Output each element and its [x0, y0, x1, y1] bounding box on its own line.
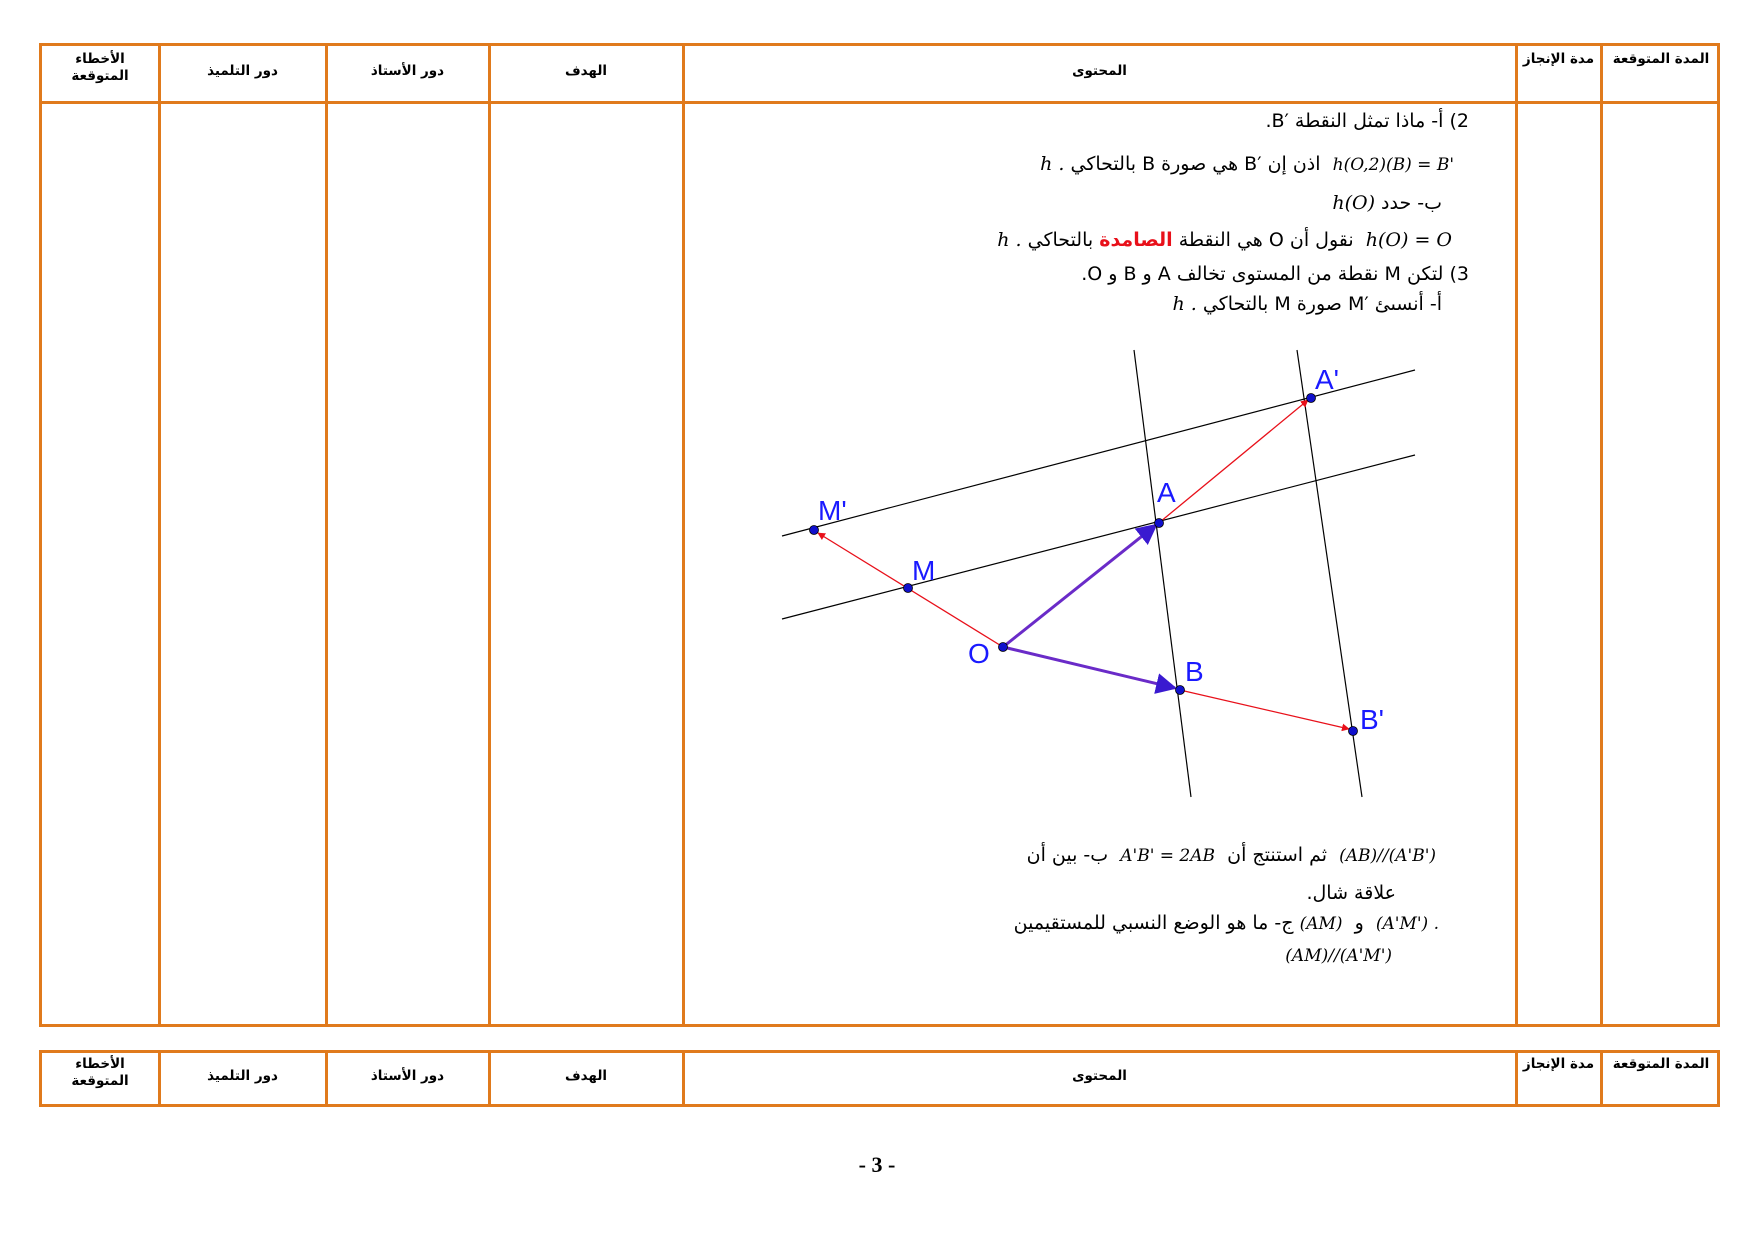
point-o [999, 643, 1008, 652]
content-line-10 [1285, 943, 1392, 968]
content-line-7-text-b: ثم استنتج أن [1227, 844, 1328, 866]
math-a-prime-b-prime: A'B' = 2AB [1120, 846, 1216, 866]
header-goal: الهدف [564, 63, 608, 79]
point-a [1155, 519, 1164, 528]
line-through-m-a [782, 455, 1415, 619]
homothety-figure [775, 345, 1385, 805]
header-expected-errors: الأخطاء المتوقعة [71, 1056, 129, 1089]
vector-o-to-b [1003, 647, 1175, 688]
content-line-6-text: أ- أنسىئ ′M صورة M بالتحاكي [1202, 293, 1442, 315]
math-h-o-equals-o: h(O) = O [1365, 229, 1452, 251]
column-divider [682, 43, 685, 1027]
point-b [1176, 686, 1185, 695]
content-line-4 [997, 228, 1452, 252]
content-line-9-text: ج- ما هو الوضع النسبي للمستقيمين [1013, 912, 1294, 934]
vector-a-to-a-prime [1160, 400, 1308, 522]
content-line-9-and: و [1354, 912, 1364, 934]
math-h: h . [1172, 293, 1197, 315]
math-h: h . [997, 229, 1022, 251]
header-separator [39, 101, 1720, 104]
label-a-prime: A' [1315, 364, 1340, 395]
content-line-6 [1172, 292, 1442, 316]
header-teacher-role: دور الأستاذ [370, 1068, 445, 1084]
vector-o-to-a [1003, 525, 1156, 647]
header-content: المحتوى [1072, 1068, 1127, 1084]
label-o: O [968, 638, 990, 669]
column-divider [158, 43, 161, 1027]
content-line-8: علاقة شال. [1306, 882, 1396, 904]
content-line-2 [1040, 152, 1454, 177]
content-line-7 [1027, 843, 1436, 868]
column-divider [488, 43, 491, 1027]
page-number: - 3 - [858, 1152, 896, 1177]
content-line-4-text-a: نقول أن O هي النقطة [1178, 229, 1354, 251]
label-m-prime: M' [818, 495, 847, 526]
label-a: A [1157, 477, 1176, 508]
content-line-3-text: ب- حدد [1381, 192, 1442, 214]
column-divider [1515, 43, 1518, 1027]
header-expected-time: المدة المتوقعة [1612, 1056, 1710, 1072]
content-line-1: 2) أ- ماذا تمثل النقطة ′B. [1265, 110, 1469, 132]
header-expected-time: المدة المتوقعة [1612, 51, 1710, 67]
math-h-of-o: h(O) [1332, 192, 1375, 214]
header-completion-time: مدة الإنجاز [1522, 1056, 1595, 1072]
content-line-2-text: اذن إن ′B هي صورة B بالتحاكي [1070, 153, 1321, 175]
point-m-prime [810, 526, 819, 535]
header-goal: الهدف [564, 1068, 608, 1084]
header-completion-time: مدة الإنجاز [1522, 51, 1595, 67]
content-line-9 [1014, 911, 1439, 936]
header-student-role: دور التلميذ [207, 63, 278, 79]
math-h: h . [1040, 153, 1065, 175]
math-am: (AM) [1299, 914, 1343, 934]
math-a-prime-m-prime: (A'M') . [1375, 914, 1439, 934]
header-expected-errors: الأخطاء المتوقعة [71, 51, 129, 84]
column-divider [325, 43, 328, 1027]
math-ab-parallel: (AB)//(A'B') [1339, 846, 1436, 866]
content-line-7-text-a: ب- بين أن [1026, 844, 1109, 866]
math-am-parallel: (AM)//(A'M') [1285, 946, 1392, 966]
math-homothety-image: h(O,2)(B) = B' [1332, 155, 1454, 175]
header-content: المحتوى [1072, 63, 1127, 79]
content-line-3 [1332, 191, 1442, 215]
point-b-prime [1349, 727, 1358, 736]
label-m: M [912, 555, 936, 586]
vector-b-to-b-prime [1180, 690, 1349, 729]
header-student-role: دور التلميذ [207, 1068, 278, 1084]
highlight-fixed-point: الصامدة [1099, 229, 1173, 251]
content-line-5: 3) لتكن M نقطة من المستوى تخالف A و B و O. [1081, 263, 1469, 285]
label-b: B [1185, 656, 1204, 687]
label-b-prime: B' [1360, 704, 1385, 735]
column-divider [1600, 43, 1603, 1027]
line-ab [1134, 350, 1191, 797]
header-teacher-role: دور الأستاذ [370, 63, 445, 79]
content-line-4-text-b: بالتحاكي [1027, 229, 1094, 251]
